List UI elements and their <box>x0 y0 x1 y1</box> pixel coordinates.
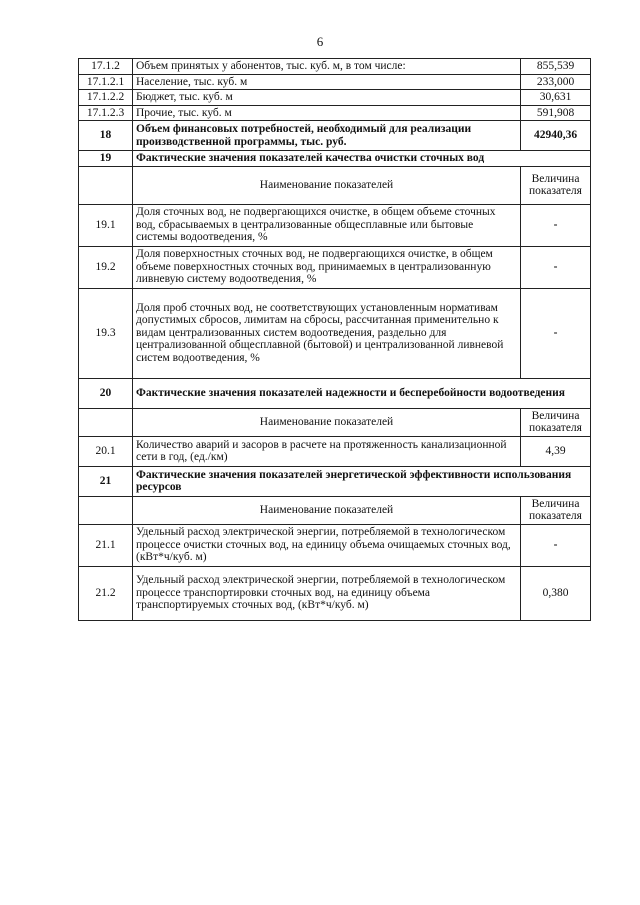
row-value: 30,631 <box>521 90 591 106</box>
row-number: 18 <box>79 121 133 151</box>
column-header-name: Наименование показателей <box>133 496 521 524</box>
section-title: Фактические значения показателей энергетической эффективности использования ресурсов <box>133 466 591 496</box>
row-name: Объем принятых у абонентов, тыс. куб. м, в том числе: <box>133 59 521 75</box>
table-row <box>79 436 591 466</box>
row-name: Бюджет, тыс. куб. м <box>133 90 521 106</box>
row-name: Объем финансовых потребностей, необходимый для реализации производственной программы, тыс. руб. <box>133 121 521 151</box>
table-row <box>79 204 591 246</box>
table-row <box>79 288 591 378</box>
row-name: Доля сточных вод, не подвергающихся очистке, в общем объеме сточных вод, сбрасываемых в централизованные общесплавные или бытовые системы водоотведения, % <box>133 204 521 246</box>
page-number: 6 <box>316 34 324 49</box>
table-row <box>79 105 591 121</box>
row-number: 17.1.2.3 <box>79 105 133 121</box>
row-value: 591,908 <box>521 105 591 121</box>
row-name: Удельный расход электрической энергии, потребляемой в технологическом процессе очистки сточных вод, на единицу объема очищаемых сточных вод, (кВт*ч/куб. м) <box>133 524 521 566</box>
table-row <box>79 246 591 288</box>
row-value: 0,380 <box>521 566 591 620</box>
row-name: Удельный расход электрической энергии, потребляемой в технологическом процессе транспортировки сточных вод, на единицу объема транспортируемых сточных вод, (кВт*ч/куб. м) <box>133 566 521 620</box>
section-header-21 <box>79 466 591 496</box>
table-row <box>79 90 591 106</box>
row-number: 17.1.2 <box>79 59 133 75</box>
row-value: 855,539 <box>521 59 591 75</box>
section-number: 19 <box>79 151 133 167</box>
column-header-value: Величина показателя <box>521 166 591 204</box>
row-name: Доля поверхностных сточных вод, не подвергающихся очистке, в общем объеме поверхностных сточных вод, принимаемых в централизованную ливневую систему водоотведения, % <box>133 246 521 288</box>
table-row <box>79 74 591 90</box>
row-value: 4,39 <box>521 436 591 466</box>
column-header-row <box>79 166 591 204</box>
row-value: - <box>521 288 591 378</box>
row-value: 42940,36 <box>521 121 591 151</box>
column-header-name: Наименование показателей <box>133 408 521 436</box>
row-number: 17.1.2.1 <box>79 74 133 90</box>
column-header-value: Величина показателя <box>521 496 591 524</box>
row-value: - <box>521 524 591 566</box>
section-number: 21 <box>79 466 133 496</box>
row-name: Количество аварий и засоров в расчете на протяженность канализационной сети в год, (ед./км) <box>133 436 521 466</box>
row-number: 20.1 <box>79 436 133 466</box>
row-name: Доля проб сточных вод, не соответствующих установленным нормативам допустимых сбросов, лимитам на сбросы, рассчитанная применительно к видам централизованных систем водоотведения, раздельно для централизованной общесплавной (бытовой) и централизованной ливневой систем водоотведения, % <box>133 288 521 378</box>
empty-cell <box>79 166 133 204</box>
row-number: 21.1 <box>79 524 133 566</box>
row-number: 19.1 <box>79 204 133 246</box>
row-name: Население, тыс. куб. м <box>133 74 521 90</box>
row-number: 21.2 <box>79 566 133 620</box>
table-row <box>79 524 591 566</box>
row-value: 233,000 <box>521 74 591 90</box>
column-header-row <box>79 408 591 436</box>
empty-cell <box>79 408 133 436</box>
row-number: 19.2 <box>79 246 133 288</box>
table-row <box>79 566 591 620</box>
section-number: 20 <box>79 378 133 408</box>
row-value: - <box>521 246 591 288</box>
row-number: 19.3 <box>79 288 133 378</box>
indicators-table <box>78 58 591 621</box>
section-header-19 <box>79 151 591 167</box>
section-title: Фактические значения показателей качества очистки сточных вод <box>133 151 591 167</box>
empty-cell <box>79 496 133 524</box>
column-header-name: Наименование показателей <box>133 166 521 204</box>
section-title: Фактические значения показателей надежности и бесперебойности водоотведения <box>133 378 591 408</box>
table-row <box>79 59 591 75</box>
column-header-value: Величина показателя <box>521 408 591 436</box>
row-name: Прочие, тыс. куб. м <box>133 105 521 121</box>
table-row-18 <box>79 121 591 151</box>
section-header-20 <box>79 378 591 408</box>
column-header-row <box>79 496 591 524</box>
row-value: - <box>521 204 591 246</box>
row-number: 17.1.2.2 <box>79 90 133 106</box>
